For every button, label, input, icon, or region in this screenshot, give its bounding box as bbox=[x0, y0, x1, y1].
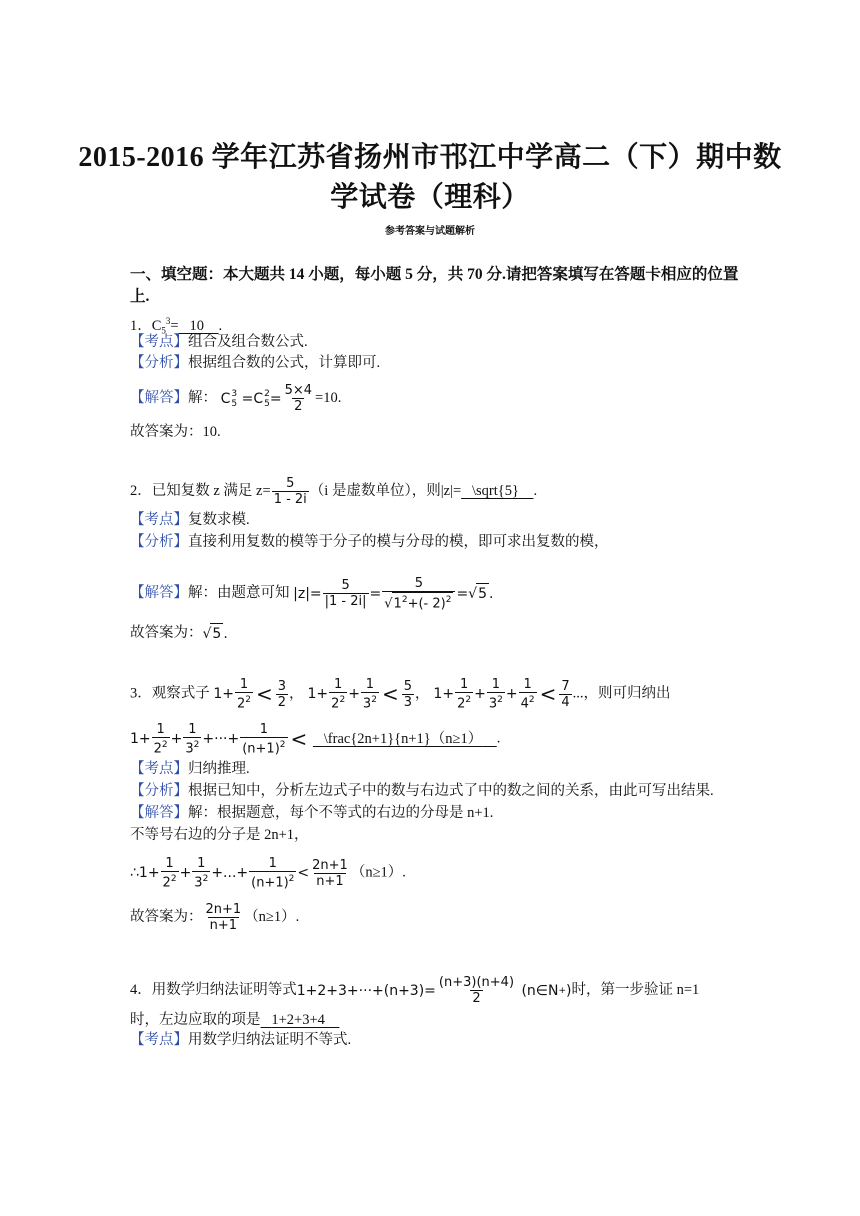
q3-therefore-suffix: （n≥1）. bbox=[350, 864, 406, 881]
q3-jieda-text: 解：根据题意，每个不等式的右边的分母是 n+1. bbox=[188, 805, 494, 821]
q3-line-numerator: 不等号右边的分子是 2n+1， bbox=[130, 827, 309, 843]
q3-kaodian-text: 归纳推理. bbox=[188, 761, 250, 777]
q2-fraction: $\frac{5}{1 - 2i}$ bbox=[273, 476, 307, 507]
q2-stem bbox=[130, 476, 537, 507]
jieda-tag: 【解答】 bbox=[130, 585, 188, 601]
title-line-2: 学试卷（理科） bbox=[330, 182, 530, 213]
q3-final-prefix: 故答案为： bbox=[130, 908, 203, 925]
q3-jieda bbox=[130, 803, 493, 823]
title-line-1: 2015-2016 学年江苏省扬州市邗江中学高二（下）期中数 bbox=[78, 142, 782, 173]
q2-stem-mid: （i 是虚数单位），则|z|= bbox=[309, 482, 462, 499]
q4-answer: 1+2+3+4 bbox=[271, 1012, 325, 1028]
q3-general-formula: 1+ $\frac{1}{2^2}$ + $\frac{1}{3^2}$ +···+ $\frac{1}{(n+1)^2}$ < bbox=[130, 722, 308, 757]
q1-answer: 10 bbox=[189, 317, 204, 334]
section-heading: 一、填空题：本大题共 14 小题，每小题 5 分，共 70 分.请把答案填写在答题卡相应的位置 bbox=[130, 266, 739, 283]
jieda-tag: 【解答】 bbox=[130, 805, 188, 821]
q4-formula: 1+2+3+···+(n+3)= $\frac{(n+3)(n+4)}{2}$ (n∈N + ) bbox=[296, 975, 572, 1006]
q3-stem-prefix: 3．观察式子 bbox=[130, 685, 210, 702]
q4-line2-prefix: 时，左边应取的项是 bbox=[130, 1012, 261, 1028]
q2-jieda bbox=[130, 576, 493, 611]
q2-final bbox=[130, 623, 228, 644]
q2-answer: \sqrt{5} bbox=[472, 482, 519, 499]
q3-stem bbox=[130, 677, 671, 711]
q1-fenxi bbox=[130, 353, 380, 373]
jieda-tag: 【解答】 bbox=[130, 389, 188, 406]
q1-stem-sup: 3 bbox=[165, 316, 171, 326]
subtitle: 参考答案与试题解析 bbox=[385, 226, 475, 237]
q1-final: 故答案为：10. bbox=[130, 424, 221, 440]
q3-final-formula: $\frac{2n+1}{n+1}$ bbox=[205, 902, 242, 933]
q2-jieda-prefix: 解：由题意可知 bbox=[188, 585, 290, 601]
fenxi-tag: 【分析】 bbox=[130, 534, 188, 550]
q4-kaodian-text: 用数学归纳法证明不等式. bbox=[188, 1032, 352, 1048]
kaodian-tag: 【考点】 bbox=[130, 512, 188, 528]
kaodian-tag: 【考点】 bbox=[130, 1032, 188, 1048]
q2-formula: |z|= $\frac{5}{|1 - 2i|}$ = $\frac{5}{√1^2+(- 2)^2}$ =√ 5 . bbox=[293, 576, 494, 612]
q3-stem-end: ...，则可归纳出 bbox=[572, 685, 671, 702]
q3-answer-blank bbox=[313, 729, 497, 749]
q3-final-suffix: （n≥1）. bbox=[244, 908, 300, 925]
q1-jieda bbox=[130, 383, 341, 414]
q3-examples: 1+ $\frac{1}{2^2}$ < $\frac{3}{2}$ ， 1+ $\frac{1}{2^2}$ + $\frac{1}{3^2}$ < $\frac{5}{3}$ ， 1+ $\frac{1}{2^2}$ + $\frac{1}{3^2}$ + $\frac{1}{4^2}$ < $\frac{7}{4}$ bbox=[213, 677, 570, 712]
q4-stem bbox=[130, 975, 699, 1006]
q4-stem-end: 时，第一步验证 n=1 bbox=[571, 981, 700, 998]
q3-answer: \frac{2n+1}{n+1}（n≥1） bbox=[323, 730, 483, 747]
fenxi-tag: 【分析】 bbox=[130, 783, 188, 799]
q1-fenxi-text: 根据组合数的公式，计算即可. bbox=[188, 355, 381, 371]
q3-therefore-formula: ∴1+ $\frac{1}{2^2}$ + $\frac{1}{3^2}$ +...+ $\frac{1}{(n+1)^2}$ < $\frac{2n+1}{n+1}$ bbox=[130, 856, 348, 891]
q2-final-formula: √ 5 . bbox=[203, 623, 228, 644]
q3-fenxi bbox=[130, 781, 714, 801]
fenxi-tag: 【分析】 bbox=[130, 355, 188, 371]
kaodian-tag: 【考点】 bbox=[130, 334, 188, 350]
q2-fenxi-text: 直接利用复数的模等于分子的模与分母的模，即可求出复数的模， bbox=[188, 534, 609, 550]
q1-stem-prefix: 1．C bbox=[130, 317, 162, 334]
q3-kaodian bbox=[130, 759, 250, 779]
q4-stem-line2 bbox=[130, 1010, 339, 1030]
q1-jieda-prefix: 解： bbox=[188, 389, 217, 406]
q4-answer-blank bbox=[261, 1010, 340, 1030]
q2-kaodian-text: 复数求模. bbox=[188, 512, 250, 528]
q1-stem-eq: = bbox=[170, 317, 179, 334]
kaodian-tag: 【考点】 bbox=[130, 761, 188, 777]
q3-stem-line2: 1+ $\frac{1}{2^2}$ + $\frac{1}{3^2}$ +···+ $\frac{1}{(n+1)^2}$ < \frac{2n+1}{n+1}（n≥1） . bbox=[130, 722, 501, 757]
q3-final bbox=[130, 902, 299, 933]
q2-kaodian bbox=[130, 510, 250, 530]
q2-final-prefix: 故答案为： bbox=[130, 625, 203, 641]
q2-answer-blank bbox=[461, 481, 533, 501]
section-heading-cont: 上. bbox=[130, 288, 150, 305]
q2-fenxi bbox=[130, 532, 609, 552]
q1-kaodian-text: 组合及组合数公式. bbox=[188, 334, 308, 350]
q1-stem-end: . bbox=[218, 317, 223, 334]
q3-therefore bbox=[130, 856, 406, 890]
q3-fenxi-text: 根据已知中，分析左边式子中的数与右边式了中的数之间的关系，由此可写出结果. bbox=[188, 783, 714, 799]
q1-jieda-end: =10. bbox=[315, 389, 342, 406]
q1-kaodian bbox=[130, 332, 308, 352]
q2-stem-prefix: 2．已知复数 z 满足 z= bbox=[130, 482, 271, 499]
q4-kaodian bbox=[130, 1030, 351, 1050]
q4-stem-prefix: 4．用数学归纳法证明等式 bbox=[130, 981, 297, 998]
q1-stem-sub: 5 bbox=[161, 325, 166, 336]
q1-formula: C 3 5 =C 2 5 = $\frac{5\times 4}{2}$ bbox=[220, 383, 313, 414]
q2-stem-end: . bbox=[533, 482, 538, 499]
